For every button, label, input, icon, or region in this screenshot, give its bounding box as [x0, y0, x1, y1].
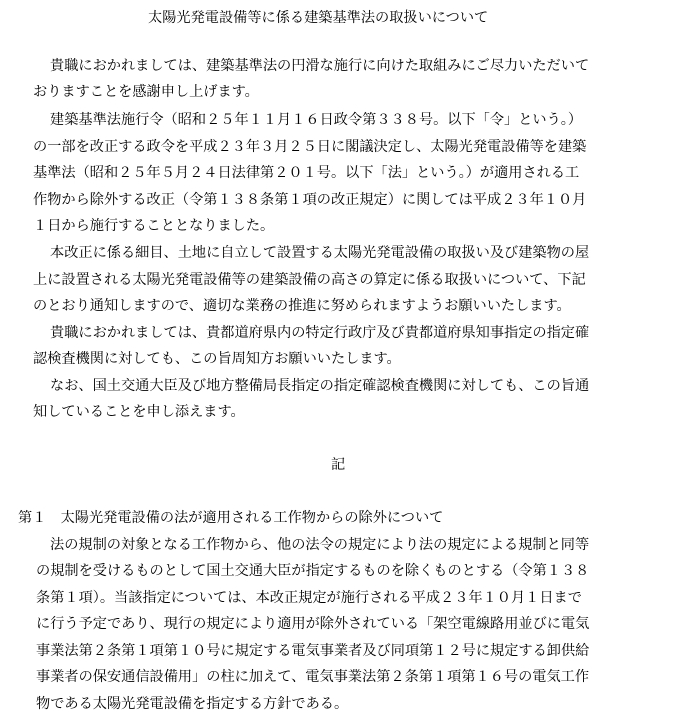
- intro-line: 認検査機関に対しても、この旨周知方お願いいたします。: [33, 351, 401, 367]
- intro-line: 本改正に係る細目、土地に自立して設置する太陽光発電設備の取扱い及び建築物の屋: [50, 245, 590, 261]
- section-line: 条第１項）。当該指定については、本改正規定が施行される平成２３年１０月１日まで: [36, 590, 582, 606]
- ki-marker: 記: [331, 457, 346, 473]
- intro-line: 知していることを申し添えます。: [33, 404, 245, 420]
- intro-line: おりますことを感謝申し上げます。: [33, 84, 259, 100]
- intro-line: 貴職におかれましては、建築基準法の円滑な施行に向けた取組みにご尽力いただいて: [50, 58, 590, 74]
- section-line: の規制を受けるものとして国土交通大臣が指定するものを除くものとする（令第１３８: [36, 563, 590, 579]
- intro-line: 貴職におかれましては、貴都道府県内の特定行政庁及び貴都道府県知事指定の指定確: [50, 325, 590, 341]
- document-title: 太陽光発電設備等に係る建築基準法の取扱いについて: [148, 10, 489, 26]
- intro-line: 建築基準法施行令（昭和２５年１１月１６日政令第３３８号。以下「令」という。）: [50, 112, 583, 128]
- intro-line: 基準法（昭和２５年５月２４日法律第２０１号。以下「法」という。）が適用される工: [33, 165, 580, 181]
- intro-line: 上に設置される太陽光発電設備等の建築設備の高さの算定に係る取扱いについて、下記: [33, 272, 586, 288]
- section-line: に行う予定であり、現行の規定により適用が除外されている「架空電線路用並びに電気: [36, 616, 590, 632]
- intro-line: の一部を改正する政令を平成２３年３月２５日に閣議決定し、太陽光発電設備等を建築: [33, 139, 587, 155]
- section-line: 事業法第２条第１項第１０号に規定する電気事業者及び同項第１２号に規定する卸供給: [36, 643, 590, 659]
- section-line: 事業者の保安通信設備用」の柱に加えて、電気事業法第２条第１項第１６号の電気工作: [36, 669, 590, 685]
- section-line: 物である太陽光発電設備を指定する方針である。: [36, 696, 349, 712]
- intro-line: のとおり通知しますので、適切な業務の推進に努められますようお願いいたします。: [33, 298, 571, 314]
- intro-line: なお、国土交通大臣及び地方整備局長指定の指定確認検査機関に対しても、この旨通: [50, 378, 590, 394]
- section-heading: 第１ 太陽光発電設備の法が適用される工作物からの除外について: [18, 510, 444, 526]
- intro-line: 作物から除外する改正（令第１３８条第１項の改正規定）に関しては平成２３年１０月: [33, 192, 587, 208]
- section-line: 法の規制の対象となる工作物から、他の法令の規定により法の規定による規制と同等: [50, 537, 590, 553]
- intro-line: １日から施行することとなりました。: [33, 218, 275, 234]
